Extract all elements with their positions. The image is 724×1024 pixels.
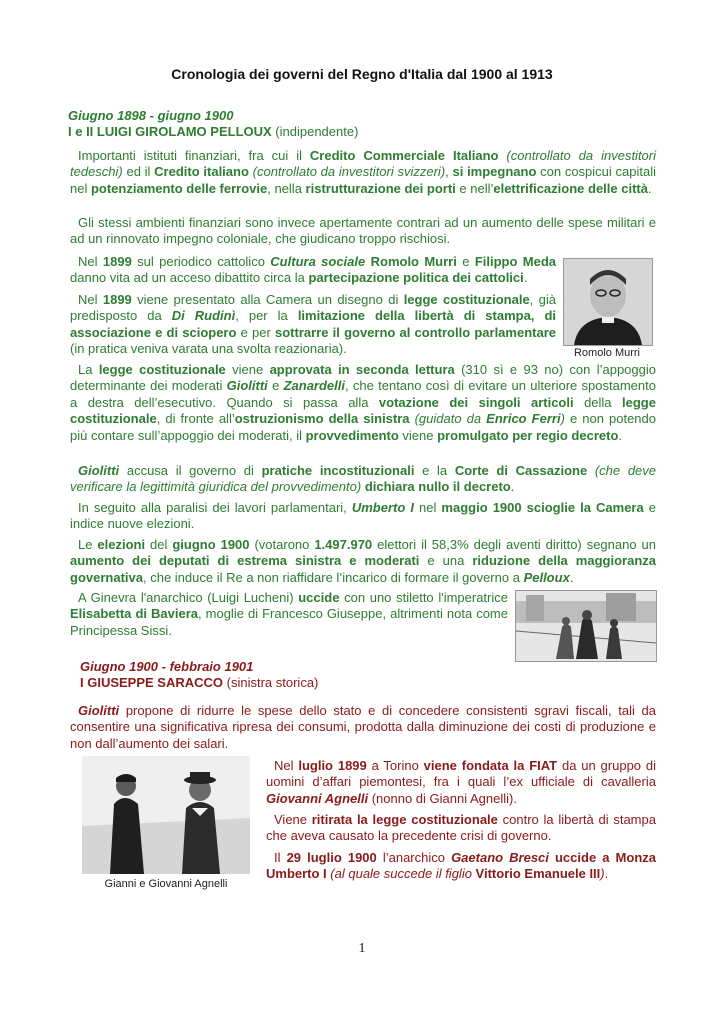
text-run: 1899 bbox=[102, 292, 132, 307]
text-run: propone di ridurre le spese dello stato e di concedere consistenti sgravi fiscali, tali da consentire una significativa ripresa dei consumi, prodotta dalla diminuzione dei costi di produzione e non dall’aumento dei salari. bbox=[70, 703, 656, 751]
text-run: A Ginevra l'anarchico (Luigi Lucheni) bbox=[78, 590, 299, 605]
text-run: Nel bbox=[78, 254, 103, 269]
text-run: elettrificazione delle città bbox=[493, 180, 648, 196]
text-run: , di fronte all’ bbox=[156, 411, 235, 427]
text-run: elezioni bbox=[97, 537, 146, 552]
text-run: Credito italiano bbox=[154, 164, 249, 180]
text-run: . bbox=[647, 180, 652, 196]
text-run: della bbox=[573, 394, 623, 410]
text-run: (controllato da investitori tedeschi) bbox=[70, 148, 657, 180]
text-run: , già predisposto da bbox=[70, 292, 556, 324]
text-run: (310 sì e 93 no) con l’appoggio determinante dei moderati bbox=[70, 362, 656, 394]
text-run: ) bbox=[600, 866, 605, 882]
text-run: promulgato per regio decreto bbox=[437, 427, 619, 443]
text-run: legge costituzionale bbox=[98, 362, 226, 377]
section-2-period: Giugno 1900 - febbraio 1901 bbox=[80, 659, 254, 674]
text-run: Pelloux bbox=[523, 569, 570, 585]
text-run: ed il bbox=[122, 164, 155, 180]
section-1-government: I e II LUIGI GIROLAMO PELLOUX bbox=[68, 124, 272, 139]
text-run: , bbox=[445, 164, 453, 180]
text-run: e bbox=[456, 254, 475, 269]
section-1-header bbox=[68, 108, 628, 140]
text-run: ristrutturazione dei porti bbox=[305, 180, 456, 196]
text-run: uccide bbox=[298, 590, 340, 605]
s1-paragraph-7 bbox=[70, 500, 656, 533]
text-run: maggio 1900 scioglie la Camera bbox=[441, 500, 644, 515]
romolo-murri-photo bbox=[563, 258, 653, 346]
text-run: con cospicui capitali nel bbox=[70, 164, 656, 196]
text-run: Le bbox=[78, 537, 98, 552]
text-run: Nel bbox=[78, 292, 103, 307]
text-run: a Torino bbox=[366, 758, 424, 773]
text-run: Zanardelli bbox=[283, 378, 345, 394]
s1-paragraph-6 bbox=[70, 463, 656, 496]
text-run: riduzione della maggioranza governativa bbox=[70, 553, 656, 585]
text-run: del bbox=[145, 537, 173, 552]
text-run: provvedimento bbox=[305, 427, 399, 443]
text-run: votazione dei singoli articoli bbox=[378, 394, 574, 410]
text-run: uccide a Monza Umberto I bbox=[266, 850, 656, 882]
text-run: si impegnano bbox=[452, 164, 537, 180]
text-run: , moglie di Francesco Giuseppe, altrimenti nota come Principessa Sissi. bbox=[70, 606, 508, 638]
section-2-government: I GIUSEPPE SARACCO bbox=[80, 675, 224, 690]
text-run: (votarono bbox=[249, 537, 315, 552]
text-run: Giolitti bbox=[226, 378, 268, 394]
text-run: Nel bbox=[274, 758, 299, 773]
s1-paragraph-2 bbox=[70, 215, 656, 248]
text-run: viene presentato alla Camera un disegno di bbox=[131, 292, 404, 307]
text-run: legge costituzionale bbox=[403, 292, 530, 307]
text-run: (nonno di Gianni Agnelli). bbox=[368, 790, 517, 806]
text-run: . bbox=[618, 427, 623, 443]
text-run: Giolitti bbox=[78, 463, 120, 478]
text-run: luglio 1899 bbox=[298, 758, 367, 773]
text-run: ostruzionismo della sinistra bbox=[234, 411, 410, 427]
romolo-murri-caption: Romolo Murri bbox=[573, 347, 640, 359]
text-run: e per bbox=[236, 324, 276, 340]
page-number: 1 bbox=[358, 941, 366, 956]
s2-paragraph-1 bbox=[70, 703, 656, 752]
text-run: Corte di Cassazione bbox=[454, 463, 588, 478]
s2-paragraph-2 bbox=[266, 758, 656, 807]
text-run: (guidato da bbox=[414, 411, 487, 427]
text-run: Elisabetta di Baviera bbox=[70, 606, 198, 622]
text-run: 1899 bbox=[102, 254, 132, 269]
text-run: (controllato da investitori svizzeri) bbox=[248, 164, 446, 180]
text-run: Viene bbox=[274, 812, 312, 827]
text-run: da un gruppo di uomini d’affari piemontesi, fra i quali l’ex ufficiale di cavalleria bbox=[266, 758, 656, 790]
text-run: (che deve verificare la legittimità giuridica del provvedimento) bbox=[70, 463, 657, 495]
text-run: Gaetano Bresci bbox=[451, 850, 549, 865]
s1-paragraph-3 bbox=[70, 254, 556, 287]
text-run: Giolitti bbox=[78, 703, 120, 718]
text-run: La bbox=[78, 362, 99, 377]
text-run: approvata in seconda lettura bbox=[269, 362, 455, 377]
text-run: pratiche incostituzionali bbox=[261, 463, 415, 478]
text-run: (in pratica veniva varata una svolta reazionaria). bbox=[70, 341, 347, 357]
text-run: aumento dei deputati di estrema sinistra e moderati bbox=[70, 553, 420, 569]
page-title: Cronologia dei governi del Regno d'Italia dal 1900 al 1913 bbox=[171, 66, 553, 82]
text-run: Filippo Meda bbox=[474, 254, 556, 269]
text-run: Umberto I bbox=[351, 500, 414, 515]
text-run: danno vita ad un acceso dibattito circa la bbox=[70, 270, 309, 286]
text-run: Romolo Murri bbox=[370, 254, 457, 269]
text-run: legge costituzionale bbox=[70, 394, 656, 427]
engraving-image bbox=[516, 591, 656, 661]
text-run: Il bbox=[274, 850, 287, 865]
s1-paragraph-1 bbox=[70, 148, 656, 197]
text-run: . bbox=[523, 270, 528, 286]
text-run: e nell’ bbox=[455, 180, 494, 196]
text-run: Gli stessi ambienti finanziari sono invece apertamente contrari ad un aumento delle spese militari e ad un rinnovato impegno coloniale, che giudicano troppo rischiosi. bbox=[70, 215, 656, 247]
s2-paragraph-3 bbox=[266, 812, 656, 845]
text-run: nel bbox=[413, 500, 442, 515]
text-run: Importanti istituti finanziari, fra cui il bbox=[78, 148, 310, 163]
agnelli-photo bbox=[82, 756, 250, 874]
text-run: partecipazione politica dei cattolici bbox=[308, 270, 524, 286]
text-run: l’anarchico bbox=[376, 850, 452, 865]
s1-paragraph-9 bbox=[70, 590, 508, 639]
section-1-party: (indipendente) bbox=[271, 124, 359, 139]
text-run: , che induce il Re a non riaffidare l’incarico di formare il governo a bbox=[142, 569, 524, 585]
text-run: viene bbox=[225, 362, 270, 377]
text-run: (al quale succede il figlio bbox=[330, 866, 476, 882]
text-run: . bbox=[604, 866, 609, 882]
text-run: giugno 1900 bbox=[172, 537, 250, 552]
text-run: Vittorio Emanuele III bbox=[475, 866, 601, 882]
s1-paragraph-8 bbox=[70, 537, 656, 586]
text-run: Di Rudinì bbox=[171, 308, 236, 324]
s1-paragraph-4 bbox=[70, 292, 556, 358]
s2-paragraph-4 bbox=[266, 850, 656, 883]
text-run: , nella bbox=[267, 180, 306, 196]
text-run: ) bbox=[560, 411, 565, 427]
assassination-illustration bbox=[515, 590, 657, 662]
text-run: Giovanni Agnelli bbox=[266, 790, 369, 806]
text-run: ritirata la legge costituzionale bbox=[311, 812, 498, 827]
text-run: Enrico Ferri bbox=[486, 411, 561, 427]
text-run: dichiara nullo il decreto bbox=[364, 479, 511, 495]
text-run: con uno stiletto l'imperatrice bbox=[339, 590, 508, 605]
text-run: . bbox=[510, 479, 515, 495]
text-run: elettori il 58,3% degli aventi diritto) segnano un bbox=[372, 537, 656, 552]
text-run: , per la bbox=[235, 308, 298, 324]
text-run: Cultura sociale bbox=[270, 254, 366, 269]
text-run: Credito Commerciale Italiano bbox=[309, 148, 499, 163]
text-run: viene fondata la FIAT bbox=[423, 758, 558, 773]
agnelli-caption: Gianni e Giovanni Agnelli bbox=[104, 878, 228, 890]
portrait-image bbox=[564, 259, 652, 345]
text-run: . bbox=[569, 569, 574, 585]
section-1-period: Giugno 1898 - giugno 1900 bbox=[68, 108, 234, 123]
text-run: limitazione della libertà di stampa, di associazione e di sciopero bbox=[70, 308, 556, 340]
text-run: e non potendo più contare sull’appoggio dei moderati, il bbox=[70, 411, 656, 443]
text-run: accusa il governo di bbox=[119, 463, 262, 478]
text-run: e una bbox=[419, 553, 473, 569]
text-run: In seguito alla paralisi dei lavori parlamentari, bbox=[78, 500, 352, 515]
text-run: viene bbox=[398, 427, 438, 443]
text-run: sul periodico cattolico bbox=[131, 254, 271, 269]
text-run: e indice nuove elezioni. bbox=[70, 500, 657, 532]
section-2-header bbox=[80, 659, 640, 691]
text-run: contro la libertà di stampa che aveva causato la precedente crisi di governo. bbox=[266, 812, 656, 844]
s1-paragraph-5 bbox=[70, 362, 656, 444]
text-run: 1.497.970 bbox=[314, 537, 373, 552]
section-2-party: (sinistra storica) bbox=[223, 675, 319, 690]
text-run: e la bbox=[414, 463, 455, 478]
text-run: potenziamento delle ferrovie bbox=[90, 180, 268, 196]
text-run: , che tentano così di evitare un ulteriore spostamento a destra dell’esecutivo. Quando si passa alla bbox=[70, 378, 656, 410]
text-run: 29 luglio 1900 bbox=[286, 850, 377, 865]
text-run: sottrarre il governo al controllo parlamentare bbox=[275, 324, 556, 340]
text-run: e bbox=[267, 378, 284, 394]
photo-image bbox=[82, 756, 250, 874]
